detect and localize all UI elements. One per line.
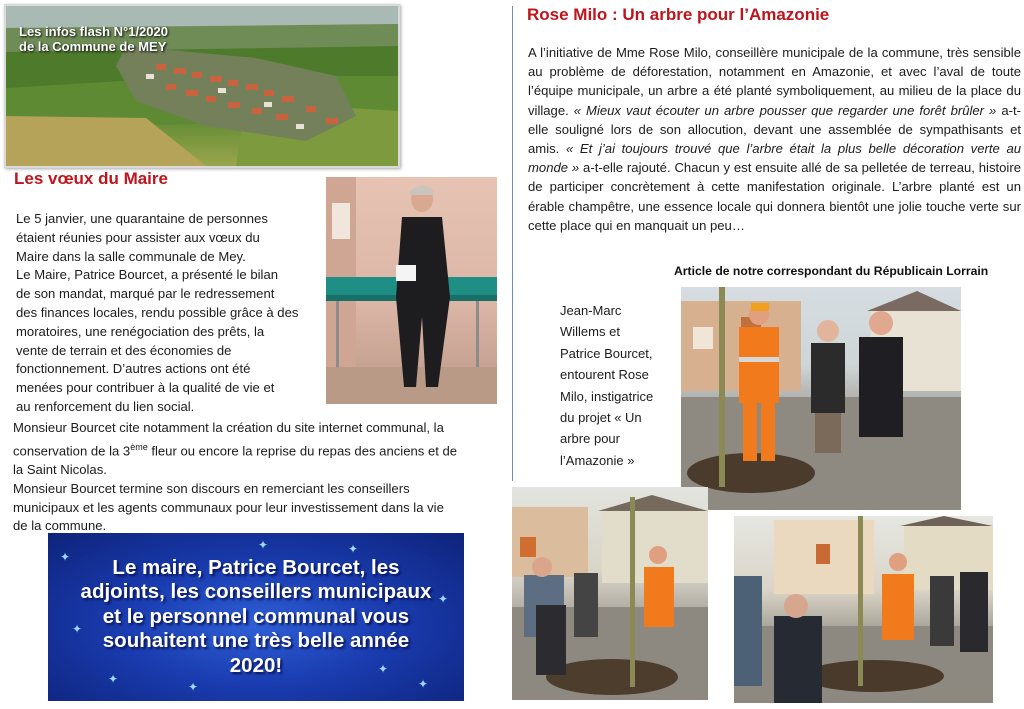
newsletter-title <box>19 24 168 54</box>
greeting-text <box>81 556 432 679</box>
voeux-body-wide <box>13 419 505 536</box>
sparkle-icon: ✦ <box>418 677 429 691</box>
arbre-text: a-t-elle souligné lors de son allocution, devant une assemblée de sympathisants et amis. <box>528 102 1021 157</box>
greeting-line: 2020! <box>229 653 283 677</box>
voeux-line: fleur ou encore la reprise du repas des anciens et de <box>147 443 458 459</box>
arbre-text: a-t-elle rajouté. Chacun y est ensuite allé de sa pelletée de terreau, histoire de participer concrètement à cette manifestation originale. L’arbre planté est un érable champêtre, une essence locale qui donnera bientôt une jolie touche verte sur cette place qui en manquait un peu… <box>528 160 1021 233</box>
voeux-line: de son mandat, marqué par le redressement <box>16 286 275 302</box>
voeux-line: menées pour contribuer à la qualité de vie et <box>16 380 275 396</box>
sparkle-icon: ✦ <box>188 680 199 694</box>
sparkle-icon: ✦ <box>258 538 269 552</box>
arbre-article <box>528 43 1021 235</box>
sparkle-icon: ✦ <box>378 662 389 676</box>
caption-line: Milo, instigatrice <box>560 388 654 404</box>
arbre-heading: Rose Milo : Un arbre pour l’Amazonie <box>527 5 830 24</box>
greeting-line: adjoints, les conseillers municipaux <box>80 580 432 604</box>
superscript: ème <box>130 441 148 452</box>
voeux-paragraph-3 <box>13 480 505 536</box>
tree-planting-photo-2 <box>734 516 993 703</box>
sparkle-icon: ✦ <box>438 592 449 606</box>
voeux-line: municipaux et les agents communaux pour leur investissement dans la vie <box>13 499 444 515</box>
new-year-greeting-banner <box>48 533 464 701</box>
voeux-line: des finances locales, rendu possible grâce à des <box>16 304 299 320</box>
tree-planting-photo-1 <box>512 487 708 700</box>
photo-caption <box>560 300 670 471</box>
voeux-line: conservation de la 3 <box>13 443 131 459</box>
voeux-line: Monsieur Bourcet cite notamment la création du site internet communal, la <box>13 420 444 435</box>
arbre-quote-2: « Et j’ai toujours trouvé que l’arbre était la plus belle décoration verte au monde » <box>528 141 1022 176</box>
voeux-line: étaient réunies pour assister aux vœux du <box>16 229 260 245</box>
voeux-line: de la commune. <box>13 518 107 534</box>
caption-line: Willems et <box>560 324 620 340</box>
voeux-line: la Saint Nicolas. <box>13 461 107 477</box>
voeux-line: Maire dans la salle communale de Mey. <box>16 248 246 264</box>
village-aerial-photo <box>4 4 400 168</box>
voeux-line: Le Maire, Patrice Bourcet, a présenté le bilan <box>16 267 279 283</box>
voeux-line: Monsieur Bourcet termine son discours en remerciant les conseillers <box>13 480 410 496</box>
caption-line: l’Amazonie » <box>560 452 635 468</box>
sparkle-icon: ✦ <box>348 542 359 556</box>
greeting-line: souhaitent une très belle année <box>102 629 410 653</box>
voeux-line: au renforcement du lien social. <box>16 398 195 414</box>
caption-line: Jean-Marc <box>560 303 622 318</box>
sparkle-icon: ✦ <box>72 622 83 636</box>
caption-line: Patrice Bourcet, <box>560 345 653 361</box>
arbre-text: A l’initiative de Mme Rose Milo, conseillère municipale de la commune, très sensible au problème de déforestation, notamment en Amazonie, et avec l’aval de toute l’équipe municipale, un arbre a été planté symboliquement, au milieu de la place du village. <box>528 45 1021 118</box>
arbre-quote-1: « Mieux vaut écouter un arbre pousser que regarder une forêt brûler » <box>573 102 997 118</box>
caption-line: arbre pour <box>560 431 620 447</box>
tree-planting-group-photo <box>681 287 961 510</box>
arbre-paragraph <box>528 43 1021 235</box>
greeting-line: et le personnel communal vous <box>102 604 410 628</box>
newsletter-title-line2: de la Commune de MEY <box>19 39 167 54</box>
newsletter-title-line1: Les infos flash N°1/2020 <box>19 24 168 39</box>
voeux-paragraph-1 <box>16 210 326 417</box>
article-credit: Article de notre correspondant du Républicain Lorrain <box>674 264 989 278</box>
greeting-line: Le maire, Patrice Bourcet, les <box>112 555 400 579</box>
column-divider <box>512 6 513 481</box>
voeux-paragraph-2 <box>13 419 505 480</box>
voeux-line: moratoires, une renégociation des prêts, la <box>16 323 265 339</box>
voeux-heading: Les vœux du Maire <box>14 169 168 188</box>
voeux-line: vente de terrain et des économies de <box>16 342 232 358</box>
sparkle-icon: ✦ <box>108 672 119 686</box>
caption-line: entourent Rose <box>560 367 649 383</box>
voeux-line: fonctionnement. D’autres actions ont été <box>16 361 251 377</box>
voeux-line: Le 5 janvier, une quarantaine de personnes <box>16 211 268 226</box>
voeux-body <box>16 210 326 417</box>
caption-line: du projet « Un <box>560 410 642 426</box>
sparkle-icon: ✦ <box>60 550 71 564</box>
mayor-speech-photo <box>326 177 497 404</box>
